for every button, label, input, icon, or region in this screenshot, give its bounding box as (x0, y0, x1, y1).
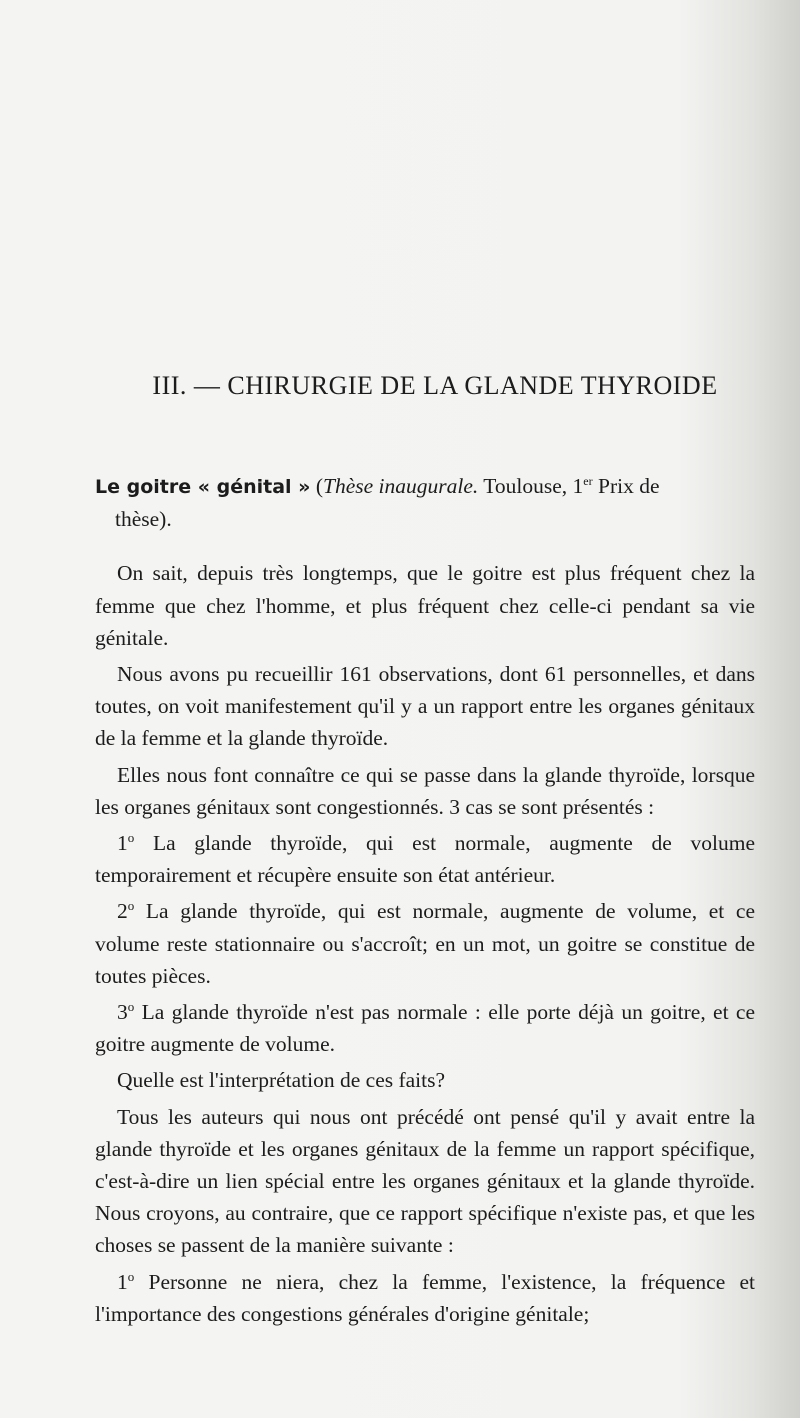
entry-heading: Le goitre « génital » (95, 476, 311, 498)
entry-continuation: thèse). (115, 507, 172, 532)
item-text: Personne ne niera, chez la femme, l'existence, la fréquence et l'importance des congestions générales d'origine génitale; (95, 1269, 755, 1326)
numbered-item (95, 996, 755, 1064)
degree-mark: o (127, 998, 135, 1014)
degree-mark: o (127, 898, 135, 914)
chapter-title: III. — CHIRURGIE DE LA GLANDE THYROIDE (152, 371, 718, 400)
entry-superscript: er (583, 473, 593, 488)
numbered-item (95, 827, 755, 895)
item-number: 1 (117, 1269, 128, 1294)
item-text: La glande thyroïde n'est pas normale : elle porte déjà un goitre, et ce goitre augmente de volume. (95, 1000, 755, 1057)
item-text: La glande thyroïde, qui est normale, augmente de volume temporairement et récupère ensuite son état antérieur. (95, 831, 755, 888)
bleed-through-text (95, 175, 755, 235)
entry-city: Toulouse, 1 (478, 474, 584, 498)
paragraph: On sait, depuis très longtemps, que le goitre est plus fréquent chez la femme que chez l'homme, et plus fréquent chez celle-ci pendant sa vie génitale. (95, 561, 755, 650)
item-number: 1 (117, 831, 128, 856)
entry-tail: Prix de (592, 474, 660, 498)
item-text: La glande thyroïde, qui est normale, augmente de volume, et ce volume reste stationnaire ou s'accroît; en un mot, un goitre se constitue de toutes pièces. (95, 899, 755, 988)
thesis-entry (95, 470, 755, 535)
paragraph: Elles nous font connaître ce qui se passe dans la glande thyroïde, lorsque les organes génitaux sont congestionnés. 3 cas se sont présentés : (95, 762, 755, 819)
numbered-item (95, 895, 755, 996)
entry-italic: Thèse inaugurale. (323, 474, 479, 498)
paragraph: Tous les auteurs qui nous ont précédé ont pensé qu'il y avait entre la glande thyroïde et les organes génitaux de la femme un rapport spécifique, c'est-à-dire un lien spécial entre les organes génitaux et la glande thyroïde. Nous croyons, au contraire, que ce rapport spécifique n'existe pas, et que les choses se passent de la manière suivante : (95, 1104, 755, 1258)
paragraph: Nous avons pu recueillir 161 observations, dont 61 personnelles, et dans toutes, on voit manifestement qu'il y a un rapport entre les organes génitaux de la femme et la glande thyroïde. (95, 662, 755, 751)
entry-open-paren: ( (310, 474, 323, 498)
degree-mark: o (127, 1268, 135, 1284)
page-body (95, 362, 755, 1334)
item-number: 2 (117, 899, 128, 924)
paragraph: Quelle est l'interprétation de ces faits? (117, 1068, 446, 1093)
item-number: 3 (117, 1000, 128, 1025)
degree-mark: o (127, 829, 135, 845)
numbered-item (95, 1266, 755, 1334)
